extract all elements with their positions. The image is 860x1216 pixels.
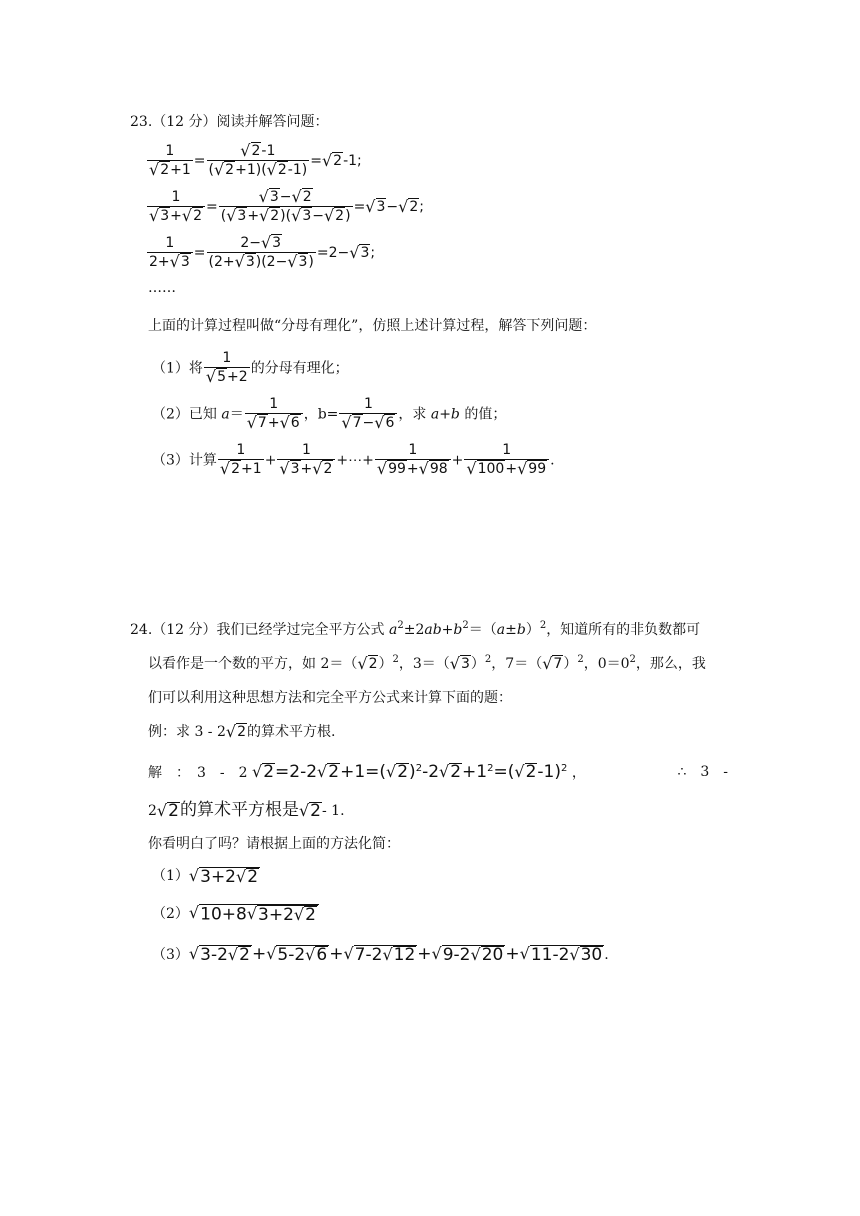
q23-header: 23.（12 分）阅读并解答问题： [130, 114, 329, 130]
q24-solution-line-2: 2 √ 2 的算术平方根是 √ 2 - 1. [148, 800, 345, 821]
q24-example: 例：求 3 - 2 √ 2 的算术平方根. [148, 722, 336, 741]
q23-example-2: 1 √ 3 + √ 2 = √ 3 − √ 2 ( √ 3 + √ 2 )( √ 3 − √ 2 ) = √ 3 − √ 2 ; [149, 187, 424, 225]
q24-line-2: 以看作是一个数的平方，如 2＝（ √ 2 ）$^2$，3＝（ √ 3 ）$^2$，7＝（ √ 7 ）$^2$，$0=0^2$，那么，我 [148, 654, 706, 673]
q24-header: 24.（12 分）我们已经学过完全平方公式 $a^2\pm 2ab+b^2=(a\pm b)^2$，知道所有的非负数都可 [130, 620, 701, 638]
q23-example-3: 1 2+ √ 3 = 2− √ 3 (2+ √ 3 )(2− √ 3 ) =2− √ 3 ; [149, 233, 376, 271]
q24-line-3: 们可以利用这种思想方法和完全平方公式来计算下面的题： [148, 690, 512, 706]
q23-ellipsis: …… [148, 280, 176, 296]
q23-part-3: （3）计算 1 √ 2 +1 + 1 √ 3 + √ 2 +⋯+ 1 √ 99 + √ 98 + 1 √ 100 + √ 99 . [152, 442, 555, 478]
q23-example-1: 1 √ 2 +1 = √ 2 -1 ( √ 2 +1)( √ 2 -1) = √ 2 -1; [149, 141, 362, 179]
q24-solution-line-1: 解 ： 3 - 2 √ 2 =2-2 √ 2 +1=( √ 2 )$^2$-2 √ 2 $+1^2=$( √ 2 -1)$^2$ ， ∴ 3 - [148, 762, 728, 782]
q24-prompt: 你看明白了吗？请根据上面的方法化简： [148, 836, 400, 852]
q24-part-3: （3） √ 3-2 √ 2 + √ 5-2 √ 6 + √ 7-2 √ 12 + √ 9-2 √ 20 + √ 11-2 √ 30 . [152, 943, 609, 965]
q24-part-1: （1） √ 3+2 √ 2 [152, 865, 259, 887]
q23-part-1: （1）将 1 √ 5 +2 的分母有理化； [152, 350, 349, 386]
q24-part-2: （2） √ 10+8 √ 3+2 √ 2 [152, 904, 319, 924]
q23-part-2: （2）已知 a＝ 1 √ 7 + √ 6 ，b= 1 √ 7 − √ 6 ，求 a+b 的值； [152, 396, 507, 432]
q23-intro: 上面的计算过程叫做“分母有理化”，仿照上述计算过程，解答下列问题： [148, 318, 597, 334]
